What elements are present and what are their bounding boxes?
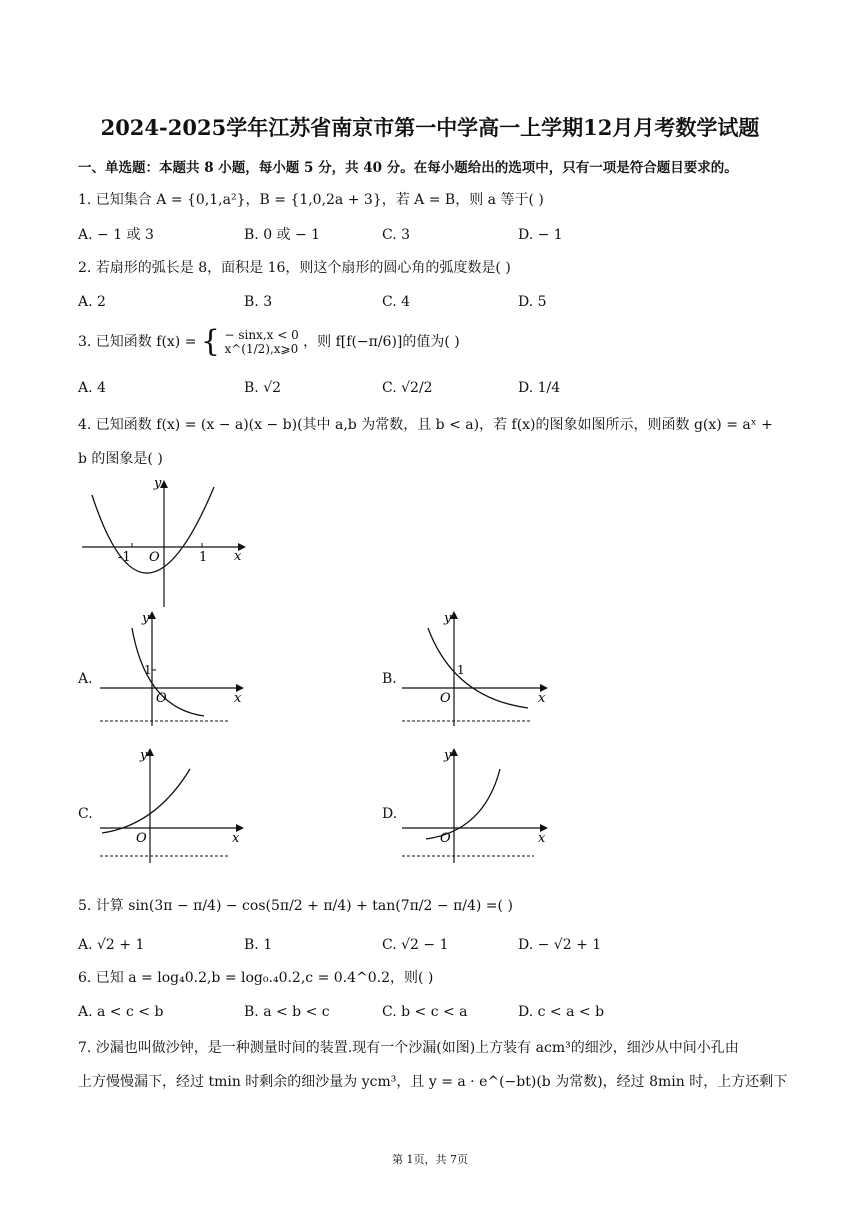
q5-option-c[interactable]: C. √2 − 1: [382, 937, 449, 953]
q3-suffix: ，则 f[f(−π/6)]的值为( ): [303, 334, 460, 350]
q1-option-c[interactable]: C. 3: [382, 227, 411, 243]
d-origin-label: O: [440, 831, 451, 846]
q7-line2: 上方慢慢漏下，经过 tmin 时剩余的细沙量为 ycm³，且 y = a · e^(−bt)(b 为常数)，经过 8min 时，上方还剩下: [78, 1074, 788, 1090]
c-y-label: y: [140, 748, 148, 763]
page-footer: 第 1页，共 7页: [392, 1153, 468, 1166]
d-y-label: y: [444, 748, 452, 763]
parabola-neg1-label: -1: [118, 550, 131, 565]
q5-option-d[interactable]: D. − √2 + 1: [518, 937, 602, 953]
q3-option-d[interactable]: D. 1/4: [518, 380, 561, 396]
q3-option-c[interactable]: C. √2/2: [382, 380, 433, 396]
q4-option-b-graph[interactable]: [398, 608, 553, 728]
parabola-x-label: x: [234, 549, 242, 564]
section-heading: 一、单选题：本题共 8 小题，每小题 5 分，共 40 分。在每小题给出的选项中，只有一项是符合题目要求的。: [78, 160, 738, 176]
b-origin-label: O: [440, 691, 451, 706]
q4-option-d-label[interactable]: D.: [382, 806, 398, 822]
q2-option-a[interactable]: A. 2: [78, 294, 106, 310]
q4-stem-line1: 4. 已知函数 f(x) = (x − a)(x − b)(其中 a,b 为常数，且 b < a)，若 f(x)的图象如图所示，则函数 g(x) = aˣ +: [78, 417, 773, 433]
q6-option-b[interactable]: B. a < b < c: [244, 1004, 330, 1020]
q6-option-a[interactable]: A. a < c < b: [78, 1004, 164, 1020]
q3-stem: [78, 324, 788, 359]
q1-stem: 1. 已知集合 A = {0,1,a²}，B = {1,0,2a + 3}，若 A = B，则 a 等于( ): [78, 192, 544, 208]
page-title: 2024-2025学年江苏省南京市第一中学高一上学期12月月考数学试题: [100, 115, 760, 140]
q7-line1: 7. 沙漏也叫做沙钟，是一种测量时间的装置.现有一个沙漏(如图)上方装有 acm³的细沙，细沙从中间小孔由: [78, 1040, 739, 1056]
q4-option-c-label[interactable]: C.: [78, 806, 93, 822]
q2-option-b[interactable]: B. 3: [244, 294, 273, 310]
q4-option-d-graph[interactable]: [398, 745, 553, 865]
q6-option-d[interactable]: D. c < a < b: [518, 1004, 605, 1020]
q3-prefix: 3. 已知函数 f(x) =: [78, 334, 197, 350]
q3-option-a[interactable]: A. 4: [78, 380, 106, 396]
q3-piecewise: [224, 328, 298, 356]
a-x-label: x: [234, 691, 242, 706]
a-one-label: 1: [144, 663, 152, 677]
q5-option-b[interactable]: B. 1: [244, 937, 273, 953]
q4-option-a-label[interactable]: A.: [78, 671, 93, 687]
q6-stem: 6. 已知 a = log₄0.2,b = log₀.₄0.2,c = 0.4^0.2，则( ): [78, 970, 434, 986]
a-y-label: y: [142, 611, 150, 626]
q6-option-c[interactable]: C. b < c < a: [382, 1004, 468, 1020]
q4-stem-line2: b 的图象是( ): [78, 451, 163, 467]
q2-stem: 2. 若扇形的弧长是 8，面积是 16，则这个扇形的圆心角的弧度数是( ): [78, 260, 511, 276]
parabola-1-label: 1: [199, 550, 208, 565]
q4-option-b-label[interactable]: B.: [382, 671, 397, 687]
piecewise-brace: {: [200, 324, 220, 359]
q3-case1: − sinx,x < 0: [224, 328, 299, 342]
q5-option-a[interactable]: A. √2 + 1: [78, 937, 145, 953]
q5-stem: 5. 计算 sin(3π − π/4) − cos(5π/2 + π/4) + tan(7π/2 − π/4) =( ): [78, 898, 513, 914]
q1-option-a[interactable]: A. − 1 或 3: [78, 227, 154, 243]
b-y-label: y: [444, 611, 452, 626]
parabola-origin-label: O: [149, 550, 160, 565]
c-origin-label: O: [136, 831, 147, 846]
q4-parabola-figure: [78, 475, 258, 615]
b-one-label: 1: [457, 663, 465, 677]
q1-option-d[interactable]: D. − 1: [518, 227, 563, 243]
q2-option-c[interactable]: C. 4: [382, 294, 411, 310]
c-x-label: x: [232, 831, 240, 846]
b-x-label: x: [538, 691, 546, 706]
parabola-y-label: y: [154, 476, 162, 491]
a-origin-label: O: [156, 691, 167, 706]
d-x-label: x: [538, 831, 546, 846]
q1-option-b[interactable]: B. 0 或 − 1: [244, 227, 321, 243]
q4-option-a-graph[interactable]: [96, 608, 246, 728]
q4-option-c-graph[interactable]: [96, 745, 246, 865]
q2-option-d[interactable]: D. 5: [518, 294, 547, 310]
q3-option-b[interactable]: B. √2: [244, 380, 282, 396]
q3-case2: x^(1/2),x⩾0: [224, 342, 299, 356]
